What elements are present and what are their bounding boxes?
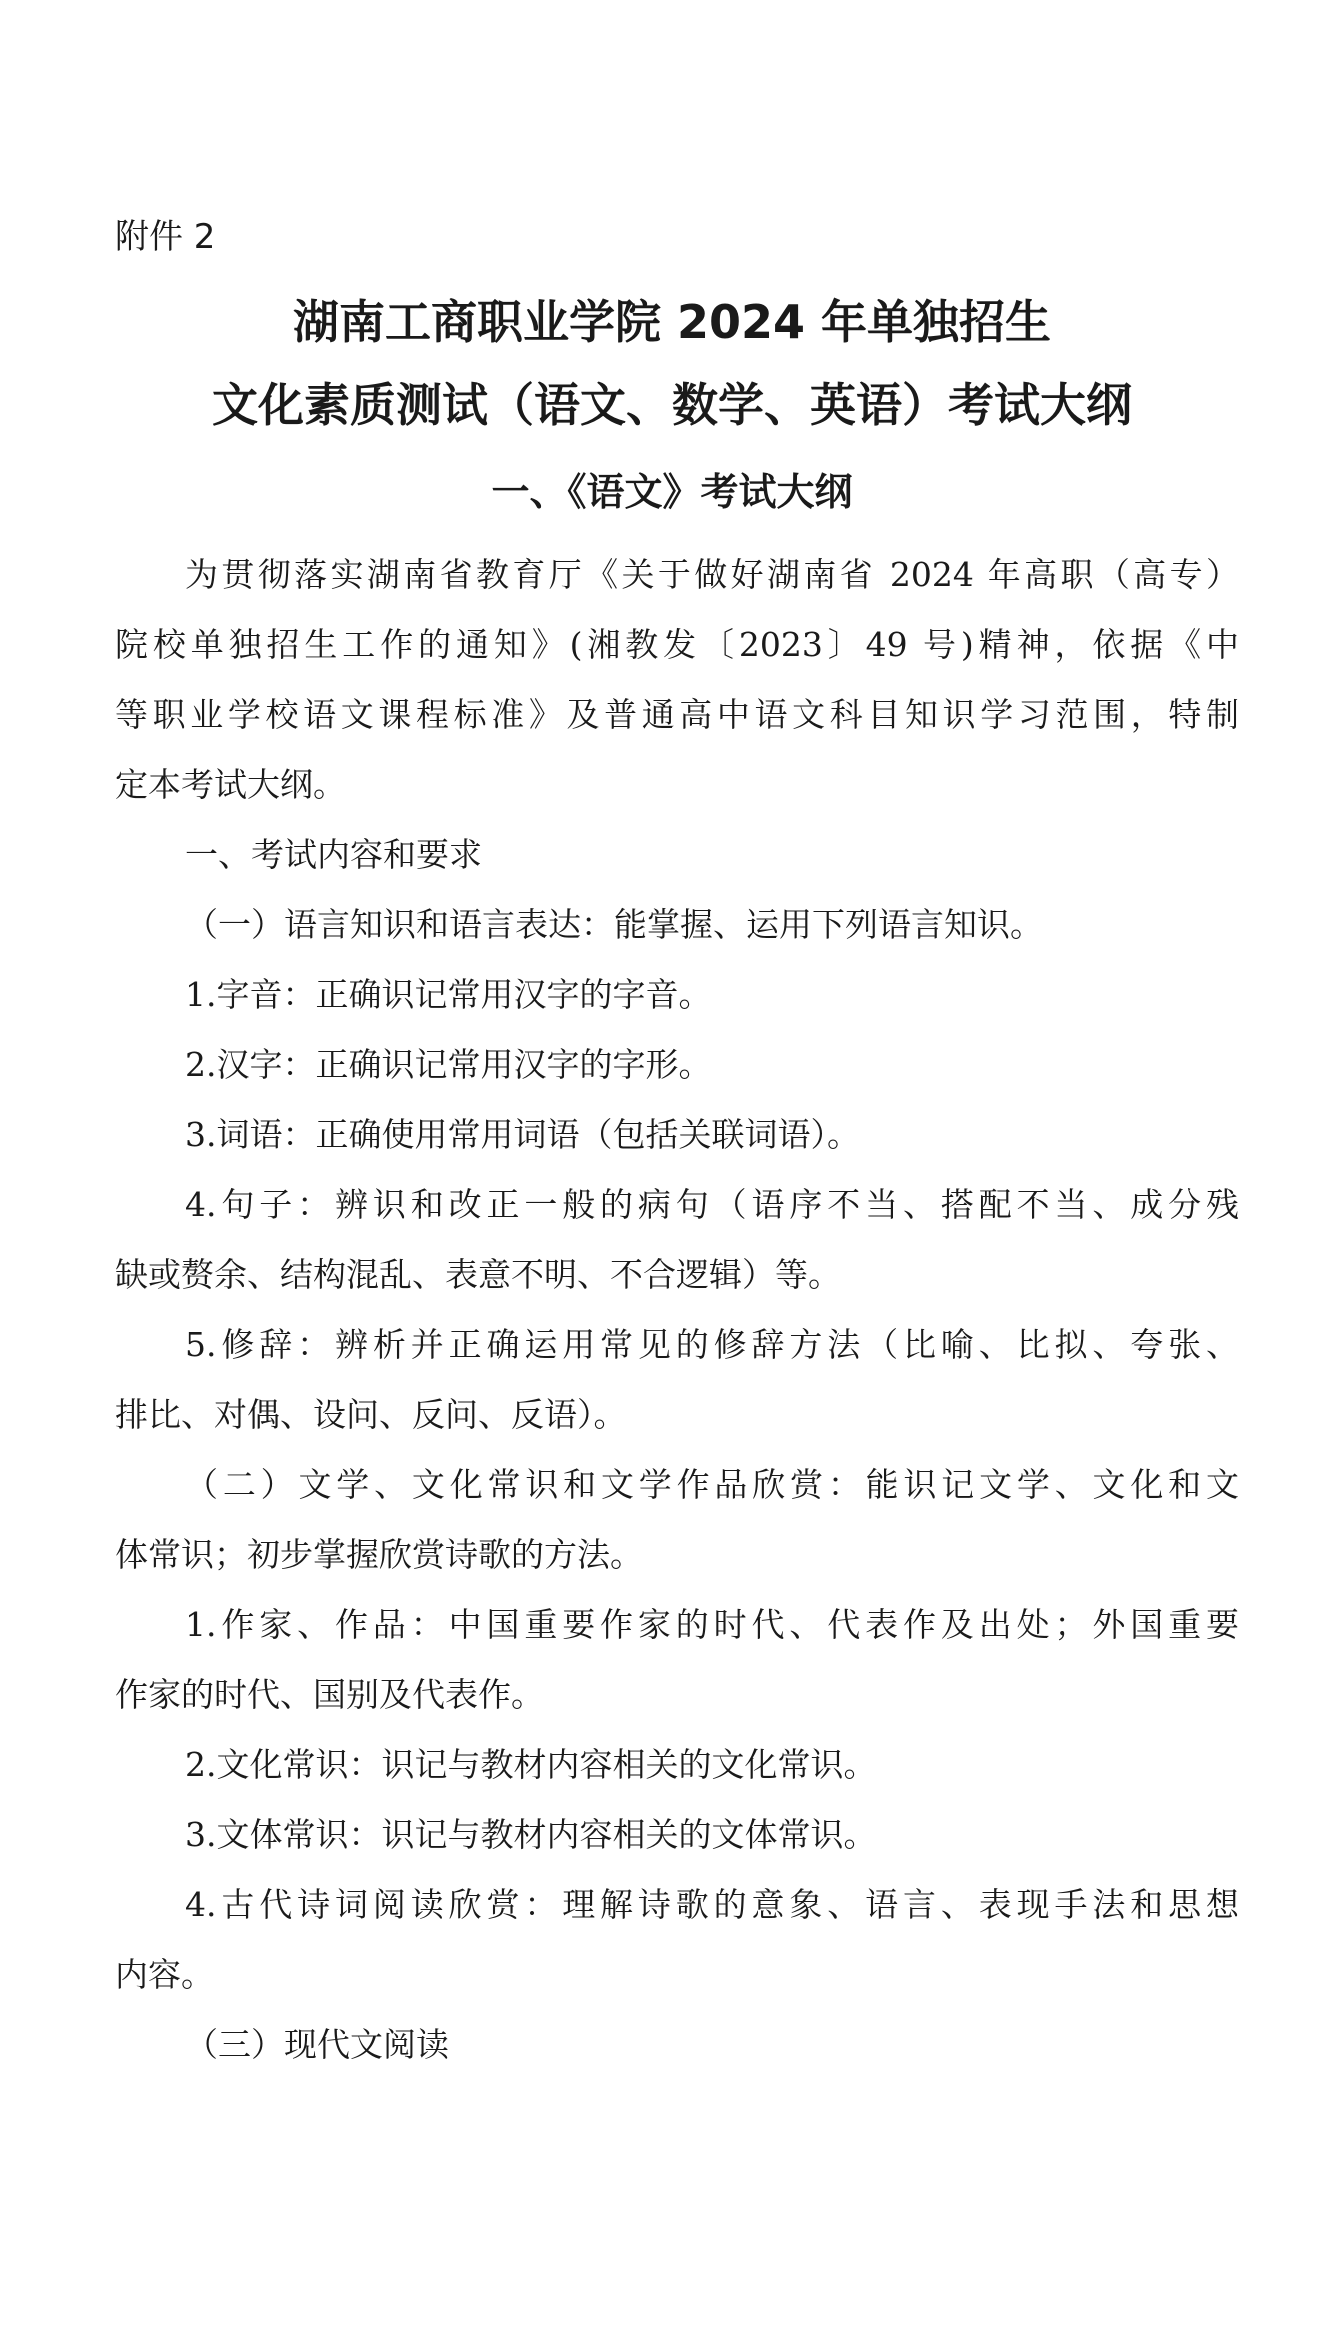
paragraph-line: 为贯彻落实湖南省教育厅《关于做好湖南省 2024 年高职（高专） bbox=[185, 555, 1239, 594]
heading-line: 一、考试内容和要求 bbox=[185, 835, 482, 874]
list-item-continuation: 作家的时代、国别及代表作。 bbox=[115, 1675, 544, 1714]
document-title-line-1: 湖南工商职业学院 2024 年单独招生 bbox=[292, 295, 1052, 349]
attachment-label: 附件 2 bbox=[115, 217, 216, 257]
paragraph-line: 等职业学校语文课程标准》及普通高中语文科目知识学习范围，特制 bbox=[115, 695, 1239, 734]
list-item: 4.古代诗词阅读欣赏：理解诗歌的意象、语言、表现手法和思想 bbox=[185, 1885, 1239, 1924]
subheading-line: （二）文学、文化常识和文学作品欣赏：能识记文学、文化和文 bbox=[185, 1465, 1239, 1504]
list-item: 1.字音：正确识记常用汉字的字音。 bbox=[185, 975, 712, 1014]
list-item: 5.修辞：辨析并正确运用常见的修辞方法（比喻、比拟、夸张、 bbox=[185, 1325, 1239, 1364]
list-item-continuation: 内容。 bbox=[115, 1955, 214, 1994]
section-title: 一、《语文》考试大纲 bbox=[491, 470, 853, 514]
list-item: 1.作家、作品：中国重要作家的时代、代表作及出处；外国重要 bbox=[185, 1605, 1239, 1644]
list-item-continuation: 排比、对偶、设问、反问、反语）。 bbox=[115, 1395, 627, 1434]
list-item: 2.文化常识：识记与教材内容相关的文化常识。 bbox=[185, 1745, 877, 1784]
list-item: 4.句子：辨识和改正一般的病句（语序不当、搭配不当、成分残 bbox=[185, 1185, 1239, 1224]
list-item: 3.词语：正确使用常用词语（包括关联词语）。 bbox=[185, 1115, 860, 1154]
paragraph-line: 定本考试大纲。 bbox=[115, 765, 346, 804]
paragraph-line: 院校单独招生工作的通知》(湘教发〔2023〕49 号)精神，依据《中 bbox=[115, 625, 1239, 664]
list-item-continuation: 缺或赘余、结构混乱、表意不明、不合逻辑）等。 bbox=[115, 1255, 841, 1294]
document-title-line-2: 文化素质测试（语文、数学、英语）考试大纲 bbox=[212, 378, 1132, 432]
document-body bbox=[115, 540, 1239, 2080]
subheading-line: （三）现代文阅读 bbox=[185, 2025, 449, 2064]
subheading-continuation: 体常识；初步掌握欣赏诗歌的方法。 bbox=[115, 1535, 643, 1574]
subheading-line: （一）语言知识和语言表达：能掌握、运用下列语言知识。 bbox=[185, 905, 1043, 944]
list-item: 2.汉字：正确识记常用汉字的字形。 bbox=[185, 1045, 712, 1084]
list-item: 3.文体常识：识记与教材内容相关的文体常识。 bbox=[185, 1815, 877, 1854]
